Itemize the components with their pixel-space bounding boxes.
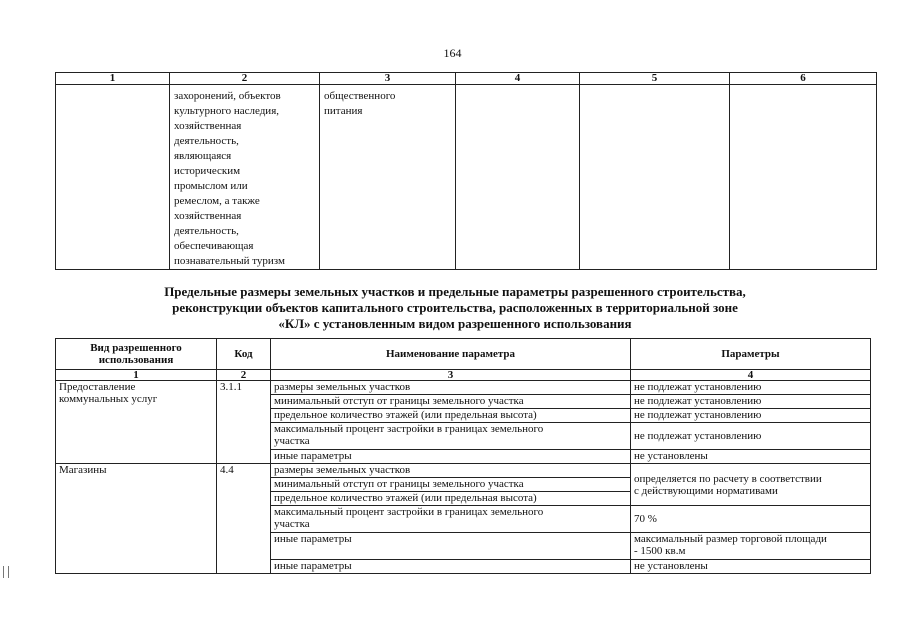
continuation-table <box>55 72 877 270</box>
table-row <box>56 464 871 478</box>
param-value-cell: определяется по расчету в соответствии с действующими нормативами <box>631 464 871 506</box>
param-value-cell: не подлежат установлению <box>631 381 871 395</box>
param-name-cell: предельное количество этажей (или предельная высота) <box>271 492 631 506</box>
column-number: 3 <box>271 370 631 381</box>
param-value-cell: максимальный размер торговой площади - 1500 кв.м <box>631 533 871 560</box>
table-row <box>56 85 877 270</box>
code-cell: 3.1.1 <box>217 381 271 464</box>
table-row <box>56 381 871 395</box>
column-number: 2 <box>217 370 271 381</box>
column-number: 4 <box>631 370 871 381</box>
param-name-cell: минимальный отступ от границы земельного участка <box>271 478 631 492</box>
column-number: 5 <box>580 73 730 85</box>
scan-margin-mark <box>3 566 9 578</box>
table-header-row <box>56 339 871 370</box>
param-value-cell: 70 % <box>631 506 871 533</box>
table-cell <box>456 85 580 270</box>
table-cell: захоронений, объектов культурного наследия, хозяйственная деятельность, являющаяся историческим промыслом или ремеслом, а также хозяйственная деятельность, обеспечивающая познавательный туризм <box>170 85 320 270</box>
header-code: Код <box>217 339 271 370</box>
param-value-cell: не подлежат установлению <box>631 423 871 450</box>
column-number: 1 <box>56 370 217 381</box>
kind-cell: Магазины <box>56 464 217 574</box>
kind-cell: Предоставление коммунальных услуг <box>56 381 217 464</box>
column-number: 3 <box>320 73 456 85</box>
column-number: 4 <box>456 73 580 85</box>
header-params: Параметры <box>631 339 871 370</box>
table-cell: общественного питания <box>320 85 456 270</box>
header-param-name: Наименование параметра <box>271 339 631 370</box>
table-cell <box>580 85 730 270</box>
parameters-table <box>55 338 871 574</box>
param-value-cell: не установлены <box>631 450 871 464</box>
param-name-cell: минимальный отступ от границы земельного участка <box>271 395 631 409</box>
table-header-row <box>56 73 877 85</box>
param-value-cell: не подлежат установлению <box>631 409 871 423</box>
column-number: 1 <box>56 73 170 85</box>
param-name-cell: иные параметры <box>271 450 631 464</box>
param-name-cell: иные параметры <box>271 533 631 560</box>
table-cell <box>56 85 170 270</box>
column-number: 6 <box>730 73 877 85</box>
param-value-cell: не установлены <box>631 560 871 574</box>
param-name-cell: иные параметры <box>271 560 631 574</box>
section-title: Предельные размеры земельных участков и предельные параметры разрешенного строительства, реконструкции объектов капитального строительства, расположенных в территориальной зоне «КЛ» с установленным видом разрешенного использования <box>164 284 746 331</box>
param-value-cell: не подлежат установлению <box>631 395 871 409</box>
page-number: 164 <box>443 46 462 60</box>
column-number: 2 <box>170 73 320 85</box>
param-name-cell: предельное количество этажей (или предельная высота) <box>271 409 631 423</box>
param-name-cell: максимальный процент застройки в границах земельного участка <box>271 423 631 450</box>
param-name-cell: размеры земельных участков <box>271 381 631 395</box>
param-name-cell: максимальный процент застройки в границах земельного участка <box>271 506 631 533</box>
code-cell: 4.4 <box>217 464 271 574</box>
column-numbers-row <box>56 370 871 381</box>
table-cell <box>730 85 877 270</box>
header-kind: Вид разрешенного использования <box>56 339 217 370</box>
param-name-cell: размеры земельных участков <box>271 464 631 478</box>
